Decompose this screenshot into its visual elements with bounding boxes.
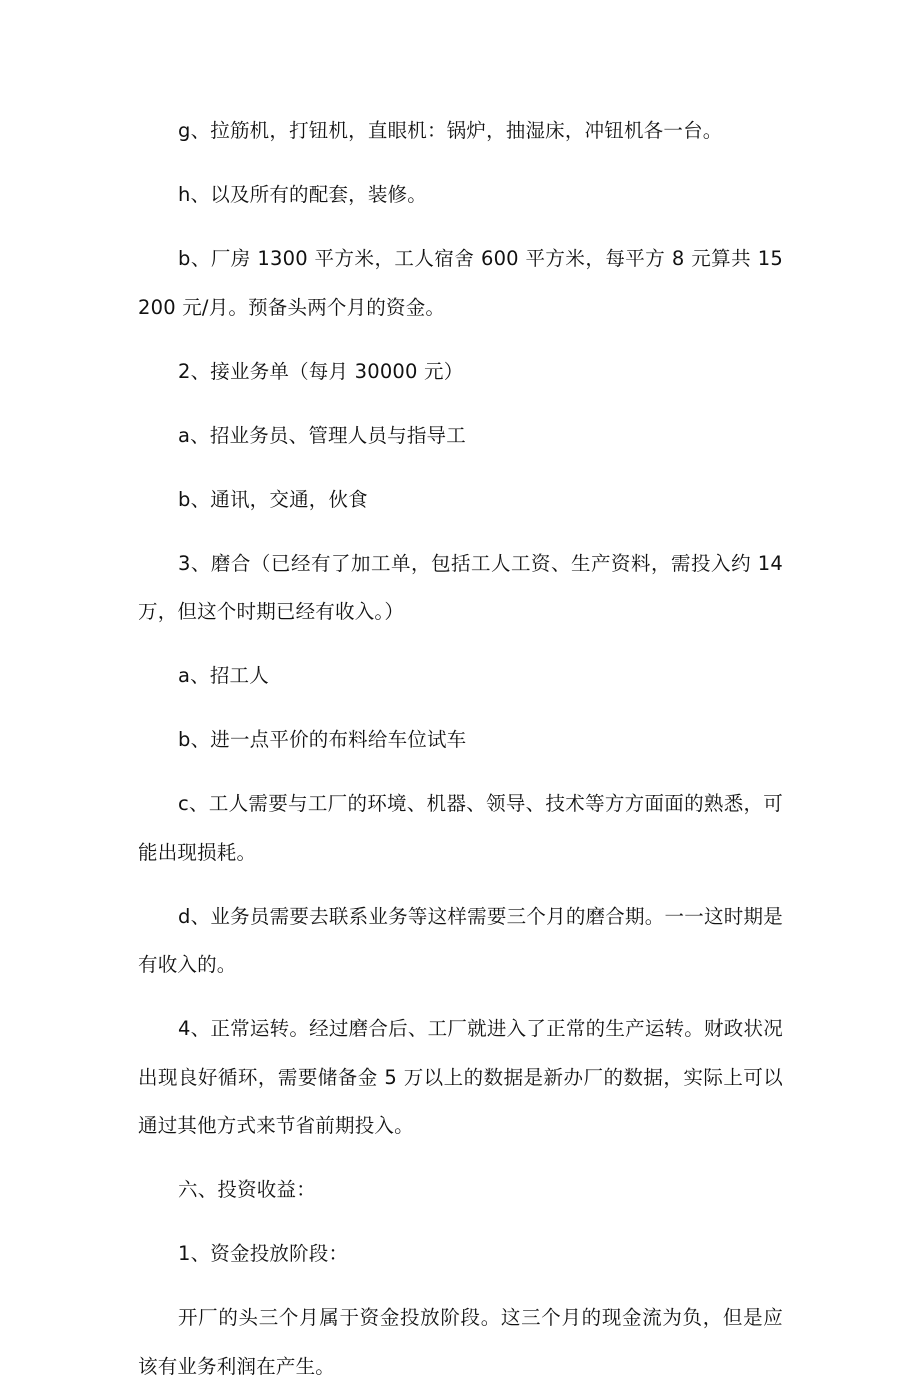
paragraph-normal-operation: 4、正常运转。经过磨合后、工厂就进入了正常的生产运转。财政状况出现良好循环，需要储备金 5 万以上的数据是新办厂的数据，实际上可以通过其他方式来节省前期投入。 — [138, 1017, 783, 1137]
paragraph-hire-workers: a、招工人 — [178, 664, 269, 687]
paragraph-business-orders-heading: 2、接业务单（每月 30000 元） — [178, 359, 464, 383]
paragraph-equipment-h: h、以及所有的配套，装修。 — [178, 183, 427, 206]
paragraph-trial-fabric: b、进一点平价的布料给车位试车 — [178, 728, 467, 751]
paragraph-hire-staff: a、招业务员、管理人员与指导工 — [178, 423, 466, 447]
paragraph-factory-rent: b、厂房 1300 平方米，工人宿舍 600 平方米，每平方 8 元算共 15200 元/月。预备头两个月的资金。 — [138, 247, 783, 319]
paragraph-worker-familiarization: c、工人需要与工厂的环境、机器、领导、技术等方方面面的熟悉，可能出现损耗。 — [138, 792, 783, 864]
paragraph-communication-costs: b、通讯，交通，伙食 — [178, 487, 368, 511]
section-heading-investment-returns: 六、投资收益： — [178, 1178, 316, 1201]
subheading-capital-investment-stage: 1、资金投放阶段： — [178, 1242, 349, 1265]
paragraph-break-in-heading: 3、磨合（已经有了加工单，包括工人工资、生产资料，需投入约 14 万，但这个时期已经有收入。） — [138, 551, 783, 623]
paragraph-cash-flow: 开厂的头三个月属于资金投放阶段。这三个月的现金流为负，但是应该有业务利润在产生。 — [138, 1306, 783, 1378]
paragraph-sales-break-in: d、业务员需要去联系业务等这样需要三个月的磨合期。一一这时期是有收入的。 — [138, 904, 783, 976]
paragraph-equipment-g: g、拉筋机，打钮机，直眼机：锅炉，抽湿床，冲钮机各一台。 — [178, 119, 723, 142]
